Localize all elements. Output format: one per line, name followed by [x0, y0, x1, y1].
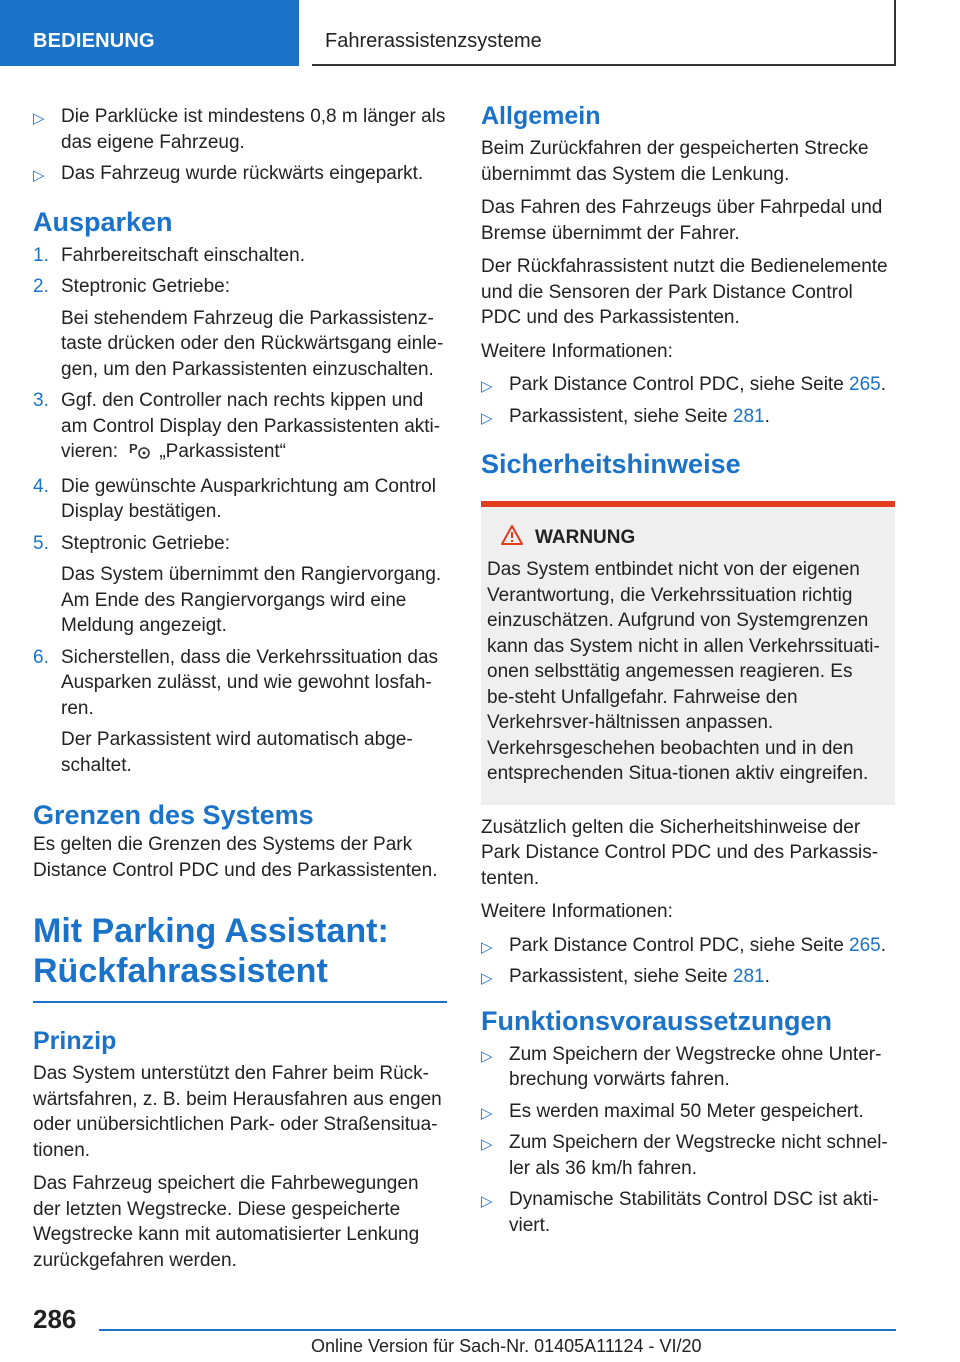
chapter-divider: [33, 1001, 447, 1003]
triangle-bullet-icon: ▷: [481, 1104, 493, 1122]
step-item: 2. Steptronic Getriebe: Bei stehendem Fahrzeug die Parkassistenz-taste drücken oder den Rückwärtsgang einle-gen, um den Parkassistenten einzuschalten.: [33, 276, 444, 380]
step-item: 1. Fahrbereitschaft einschalten.: [33, 244, 305, 266]
triangle-bullet-icon: ▷: [481, 1193, 493, 1210]
section-tab: [0, 0, 299, 66]
prinzip-text-2: Das Fahrzeug speichert die Fahrbewegungen der letzten Wegstrecke. Diese gespeicherte Wegstrecke kann mit automatisierter Lenkung zurückgefahren werden.: [33, 1173, 420, 1271]
list-item: ▷ Zum Speichern der Wegstrecke nicht schnel-ler als 36 km/h fahren.: [481, 1132, 888, 1179]
footer-divider: [99, 1329, 896, 1331]
heading-funktion: Funktionsvoraussetzungen: [481, 1005, 833, 1036]
page-footer: [0, 1296, 960, 1362]
triangle-bullet-icon: ▷: [33, 167, 45, 184]
page-number: 286: [33, 1304, 77, 1334]
sicherheit-more: Weitere Informationen:: [481, 901, 673, 922]
heading-prinzip: Prinzip: [33, 1027, 117, 1055]
chapter-title: Mit Parking Assistant: Rückfahrassistent: [33, 912, 389, 990]
step-item: 3. Ggf. den Controller nach rechts kippen und am Control Display den Parkassistenten akti-vieren: P „Parkassistent“: [33, 388, 447, 468]
heading-sicherheit: Sicherheitshinweise: [481, 449, 741, 479]
parking-assistant-icon: [129, 440, 153, 468]
list-item: ▷ Parkassistent, siehe Seite 281.: [481, 964, 895, 990]
list-item: ▷ Park Distance Control PDC, siehe Seite 265.: [481, 372, 895, 398]
triangle-bullet-icon: ▷: [481, 1136, 493, 1153]
triangle-bullet-icon: ▷: [481, 409, 493, 427]
page-link-281[interactable]: 281: [732, 405, 765, 427]
list-item: ▷ Das Fahrzeug wurde rückwärts eingeparkt.: [33, 161, 447, 187]
list-item: ▷ Die Parklücke ist mindestens 0,8 m länger als das eigene Fahrzeug.: [33, 106, 446, 153]
step-item: 4. Die gewünschte Ausparkrichtung am Control Display bestätigen.: [33, 475, 436, 522]
allgemein-more: Weitere Informationen:: [481, 340, 673, 362]
allgemein-text-1: Beim Zurückfahren der gespeicherten Strecke übernimmt das System die Lenkung.: [481, 138, 869, 185]
page-link-281[interactable]: 281: [732, 966, 765, 987]
heading-ausparken: Ausparken: [33, 206, 173, 237]
triangle-bullet-icon: ▷: [481, 970, 493, 987]
triangle-bullet-icon: ▷: [481, 378, 493, 395]
topic-title: Fahrerassistenzsysteme: [325, 30, 542, 52]
warning-title: WARNUNG: [501, 525, 883, 551]
left-column: [33, 100, 447, 1281]
list-item: ▷ Dynamische Stabilitäts Control DSC ist akti-viert.: [481, 1189, 879, 1236]
list-item: ▷ Park Distance Control PDC, siehe Seite 265.: [481, 933, 895, 959]
triangle-bullet-icon: ▷: [33, 110, 45, 127]
warning-triangle-icon: [501, 525, 535, 551]
list-item: ▷ Es werden maximal 50 Meter gespeichert.: [481, 1099, 895, 1125]
allgemein-links: [481, 372, 895, 429]
step-item: 5. Steptronic Getriebe: Das System übernimmt den Rangiervorgang. Am Ende des Rangiervorgangs wird eine Meldung angezeigt.: [33, 532, 442, 636]
page-link-265[interactable]: 265: [849, 934, 881, 956]
prinzip-text-1: Das System unterstützt den Fahrer beim Rück-wärtsfahren, z. B. beim Herausfahren aus engen oder unübersichtlichen Park- oder Straßensitua-tionen.: [33, 1063, 442, 1161]
triangle-bullet-icon: ▷: [481, 938, 493, 956]
grenzen-text: Es gelten die Grenzen des Systems der Park Distance Control PDC und des Parkassistenten.: [33, 834, 438, 881]
list-item: ▷ Zum Speichern der Wegstrecke ohne Unter-brechung vorwärts fahren.: [481, 1043, 882, 1090]
warning-text: Das System entbindet nicht von der eigenen Verantwortung, die Verkehrssituation richtig einzuschätzen. Aufgrund von Systemgrenzen kann das System nicht in allen Verkehrssituati-onen selbsttätig angemessen reagieren. Es be-steht Unfallgefahr. Fahrweise den Verkehrsver-hältnissen anpassen. Verkehrsgeschehen beobachten und in den entsprechenden Situa-tionen aktiv eingreifen.: [487, 559, 880, 784]
footer-note: Online Version für Sach-Nr. 01405A11124 - VI/20: [311, 1336, 702, 1356]
triangle-bullet-icon: ▷: [481, 1047, 493, 1065]
step-item: 6. Sicherstellen, dass die Verkehrssituation das Ausparken zulässt, und wie gewohnt losfah-ren. Der Parkassistent wird automatisch abge-schaltet.: [33, 646, 439, 776]
allgemein-text-2: Das Fahren des Fahrzeugs über Fahrpedal und Bremse übernimmt der Fahrer.: [481, 197, 883, 244]
allgemein-text-3: Der Rückfahrassistent nutzt die Bedienelemente und die Sensoren der Park Distance Control PDC und des Parkassistenten.: [481, 256, 888, 328]
sicherheit-links: [481, 933, 895, 990]
right-column: [481, 100, 895, 1244]
section-title: BEDIENUNG: [33, 30, 155, 52]
warning-box: [481, 507, 895, 805]
topic-tab: [312, 0, 896, 66]
heading-grenzen: Grenzen des Systems: [33, 800, 314, 830]
list-item: ▷ Parkassistent, siehe Seite 281.: [481, 404, 895, 430]
funktion-list: [481, 1042, 895, 1239]
ausparken-steps: [33, 243, 447, 779]
intro-list: [33, 104, 447, 187]
svg-text:P: P: [129, 441, 138, 456]
sicherheit-text: Zusätzlich gelten die Sicherheitshinweise der Park Distance Control PDC und des Parkassis-tenten.: [481, 816, 879, 889]
heading-allgemein: Allgemein: [481, 102, 601, 130]
page-link-265[interactable]: 265: [849, 374, 881, 395]
